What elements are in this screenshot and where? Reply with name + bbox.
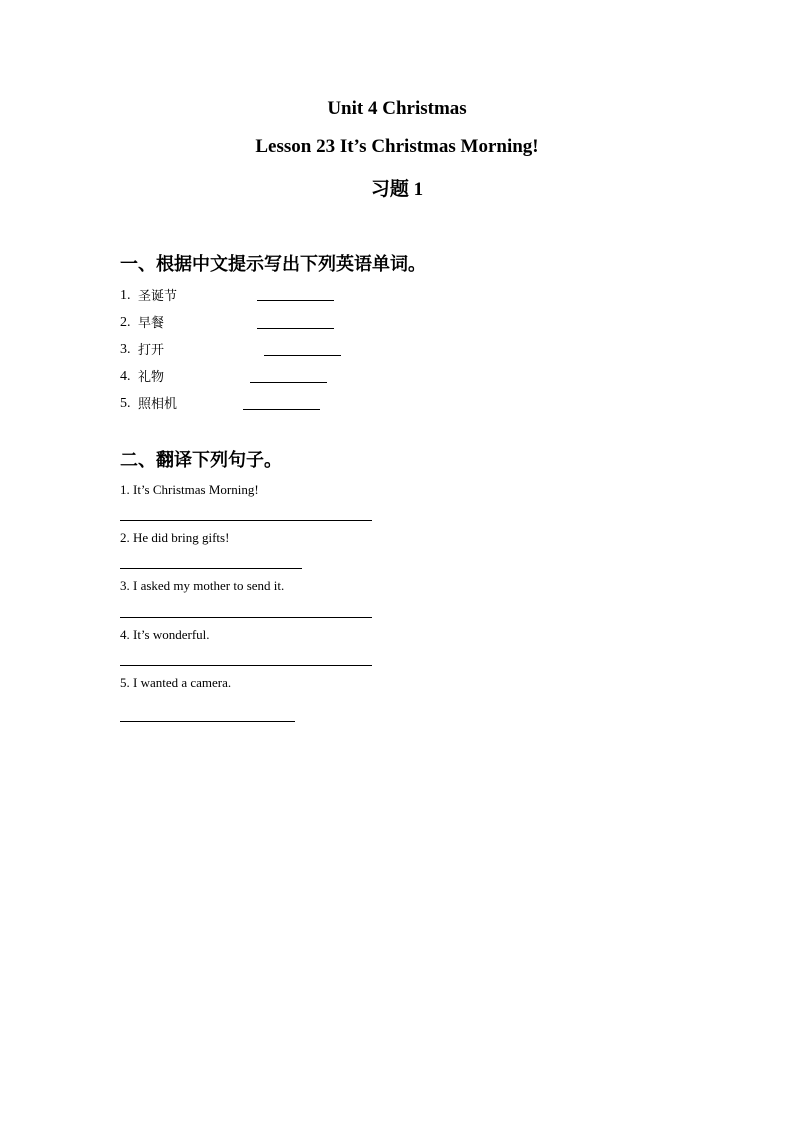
vocab-item [120,284,177,304]
vocab-item [120,365,164,385]
exercise-title: 习题 1 [370,179,424,200]
vocab-answer-blank[interactable] [257,328,334,329]
item-number: 1. [120,288,131,303]
section-2-title: 二、翻译下列句子。 [120,450,282,471]
chinese-word: 圣诞节 [138,289,178,304]
sentence-prompt: 3. I asked my mother to send it. [120,578,285,593]
section-1-title: 一、根据中文提示写出下列英语单词。 [120,254,426,275]
chinese-word: 打开 [138,343,165,358]
unit-title: Unit 4 Christmas [327,98,467,119]
lesson-title: Lesson 23 It’s Christmas Morning! [255,136,539,157]
translation-answer-line[interactable] [120,721,295,722]
item-number: 2. [120,315,131,330]
translation-answer-line[interactable] [120,665,372,666]
vocab-item [120,338,164,358]
chinese-word: 礼物 [138,370,165,385]
sentence-prompt: 1. It’s Christmas Morning! [120,482,259,497]
sentence-prompt: 5. I wanted a camera. [120,675,232,690]
translation-answer-line[interactable] [120,568,302,569]
translation-answer-line[interactable] [120,520,372,521]
item-number: 5. [120,396,131,411]
vocab-answer-blank[interactable] [250,382,327,383]
vocab-answer-blank[interactable] [257,300,334,301]
vocab-item [120,392,177,412]
vocab-answer-blank[interactable] [243,409,320,410]
vocab-answer-blank[interactable] [264,355,341,356]
sentence-prompt: 2. He did bring gifts! [120,530,230,545]
chinese-word: 照相机 [138,397,178,412]
chinese-word: 早餐 [138,316,165,331]
item-number: 4. [120,369,131,384]
sentence-prompt: 4. It’s wonderful. [120,627,210,642]
item-number: 3. [120,342,131,357]
translation-answer-line[interactable] [120,617,372,618]
vocab-item [120,311,164,331]
